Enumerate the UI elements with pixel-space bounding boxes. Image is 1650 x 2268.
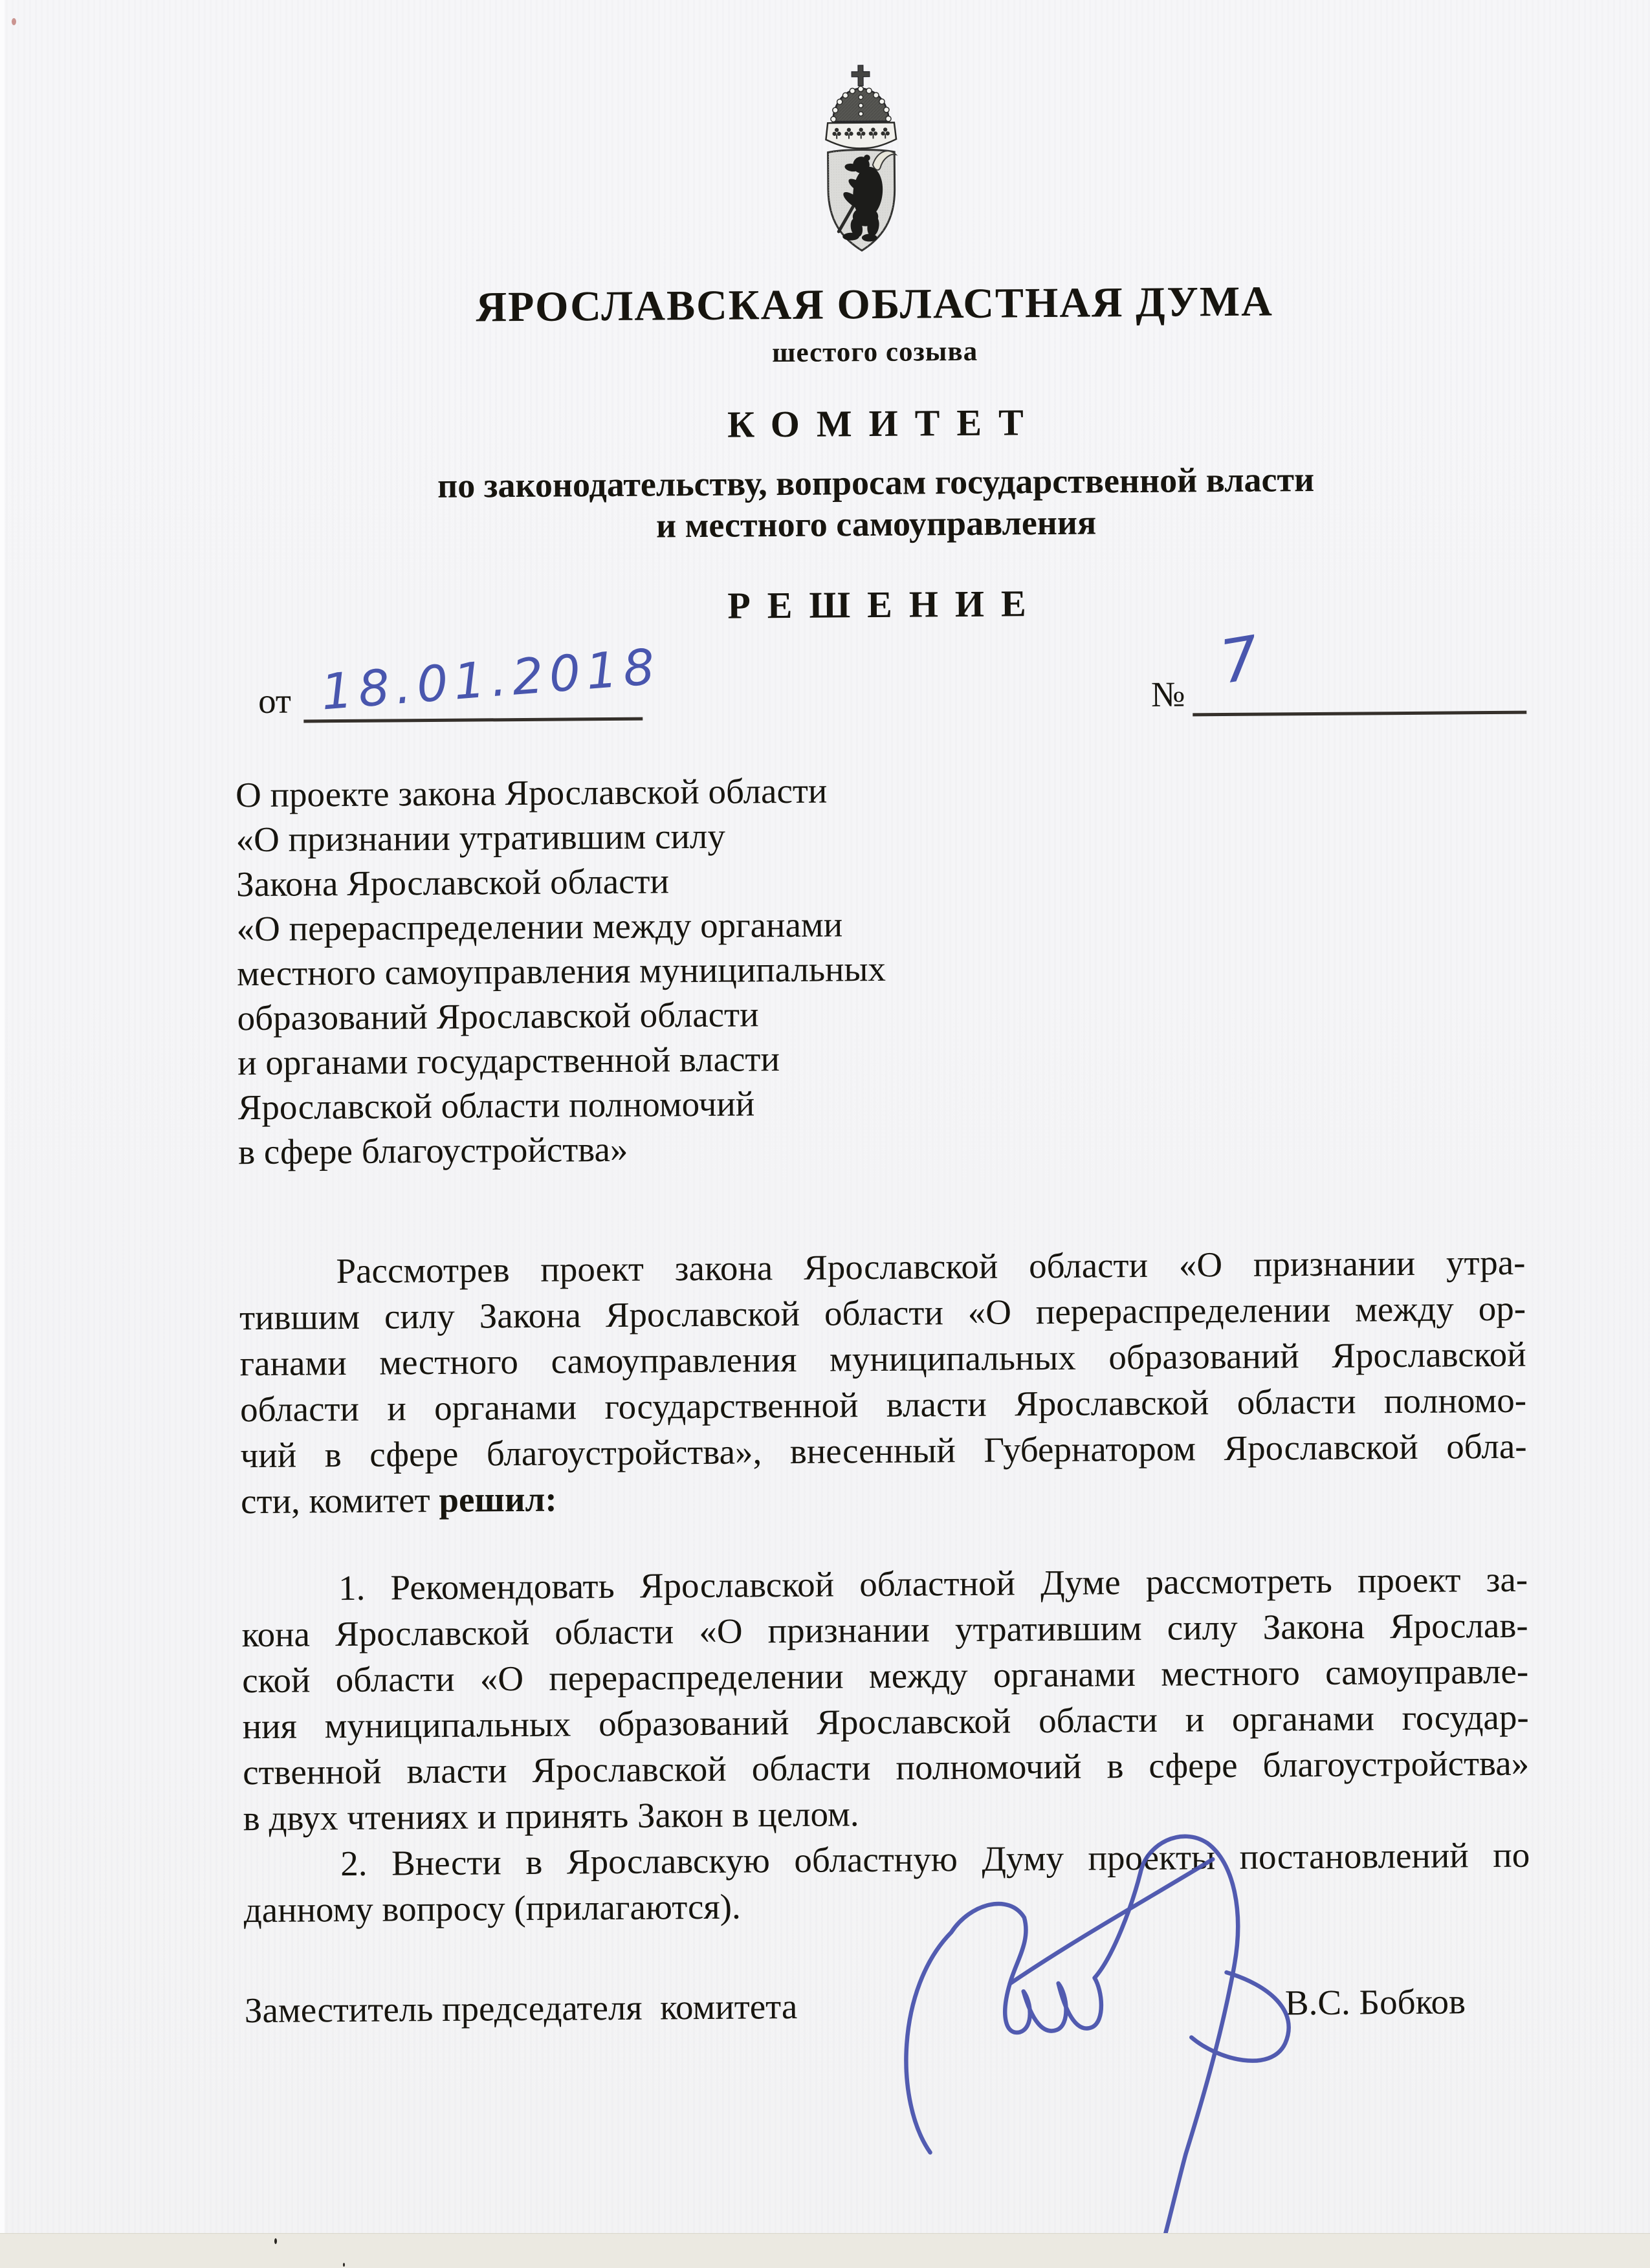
body-line (241, 1469, 1527, 1525)
number-value-handwritten: 7 (1215, 622, 1264, 697)
document-type-heading: РЕШЕНИЕ (727, 582, 1043, 627)
yaroslavl-coat-of-arms-icon (809, 60, 913, 255)
body-line: в двух чтениях и принять Закон в целом. (243, 1794, 859, 1838)
body-line: ганами местного самоуправления муниципальных образований Ярославской (239, 1334, 1526, 1384)
body-line: области и органами государственной власти Ярославской области полномо- (239, 1380, 1527, 1430)
scan-speck (343, 2263, 345, 2267)
resolved-word: решил: (439, 1479, 557, 1520)
body-line: данному вопросу (прилагаются). (243, 1886, 741, 1930)
subject-line: Ярославской области полномочий (237, 1084, 755, 1128)
subject-line: «О признании утратившим силу (236, 816, 726, 860)
subject-line: и органами государственной власти (237, 1039, 780, 1083)
document-subject (236, 767, 1080, 1175)
body-line: кона Ярославской области «О признании утратившим силу Закона Ярослав- (241, 1605, 1528, 1655)
paragraph-preamble (239, 1239, 1527, 1525)
date-value-handwritten: 18.01.2018 (319, 637, 663, 721)
scan-edge-left (0, 0, 5, 2268)
subject-line: Закона Ярославской области (236, 861, 670, 904)
subject-line: в сфере благоустройства» (237, 1129, 628, 1172)
subject-line: «О перераспределении между органами (236, 904, 843, 949)
body-line: 2. Внести в Ярославскую областную Думу проекты постановлений по (340, 1835, 1530, 1884)
resolution-lead: сти, комитет (240, 1479, 439, 1521)
body-line: ственной власти Ярославской области полномочий в сфере благоустройства» (242, 1743, 1530, 1793)
body-line: Рассмотрев проект закона Ярославской области «О признании утра- (336, 1242, 1526, 1291)
number-label: № (1150, 674, 1185, 714)
scan-speck (274, 2238, 277, 2244)
paragraph-item-1 (241, 1556, 1530, 1842)
committee-description-line-1: по законодательству, вопросам государственной власти (437, 460, 1315, 505)
subject-line: О проекте закона Ярославской области (235, 770, 828, 815)
number-underline (1193, 711, 1526, 717)
committee-heading: КОМИТЕТ (727, 401, 1041, 446)
signatory-name: В.С. Бобков (1284, 1981, 1466, 2023)
subject-line: образований Ярославской области (237, 994, 759, 1038)
scan-edge-bottom (0, 2233, 1650, 2268)
body-line: ской области «О перераспределении между органами местного самоуправле- (241, 1651, 1529, 1701)
subject-line: местного самоуправления муниципальных (236, 948, 886, 994)
body-line: чий в сфере благоустройства», внесенный Губернатором Ярославской обла- (240, 1426, 1527, 1476)
committee-description-line-2: и местного самоуправления (655, 503, 1097, 545)
signatory-position-label: Заместитель председателя комитета (244, 1986, 798, 2031)
handwritten-signature-icon (863, 1820, 1345, 2256)
body-line: 1. Рекомендовать Ярославской областной Думе рассмотреть проект за- (338, 1559, 1528, 1608)
date-label: от (258, 681, 292, 721)
organization-title: ЯРОСЛАВСКАЯ ОБЛАСТНАЯ ДУМА (476, 278, 1274, 331)
body-line: тившим силу Закона Ярославской области «О перераспределении между ор- (239, 1288, 1526, 1338)
convocation-subtitle: шестого созыва (772, 336, 978, 369)
scan-speck (12, 18, 16, 25)
body-line: ния муниципальных образований Ярославской области и органами государ- (242, 1697, 1529, 1747)
